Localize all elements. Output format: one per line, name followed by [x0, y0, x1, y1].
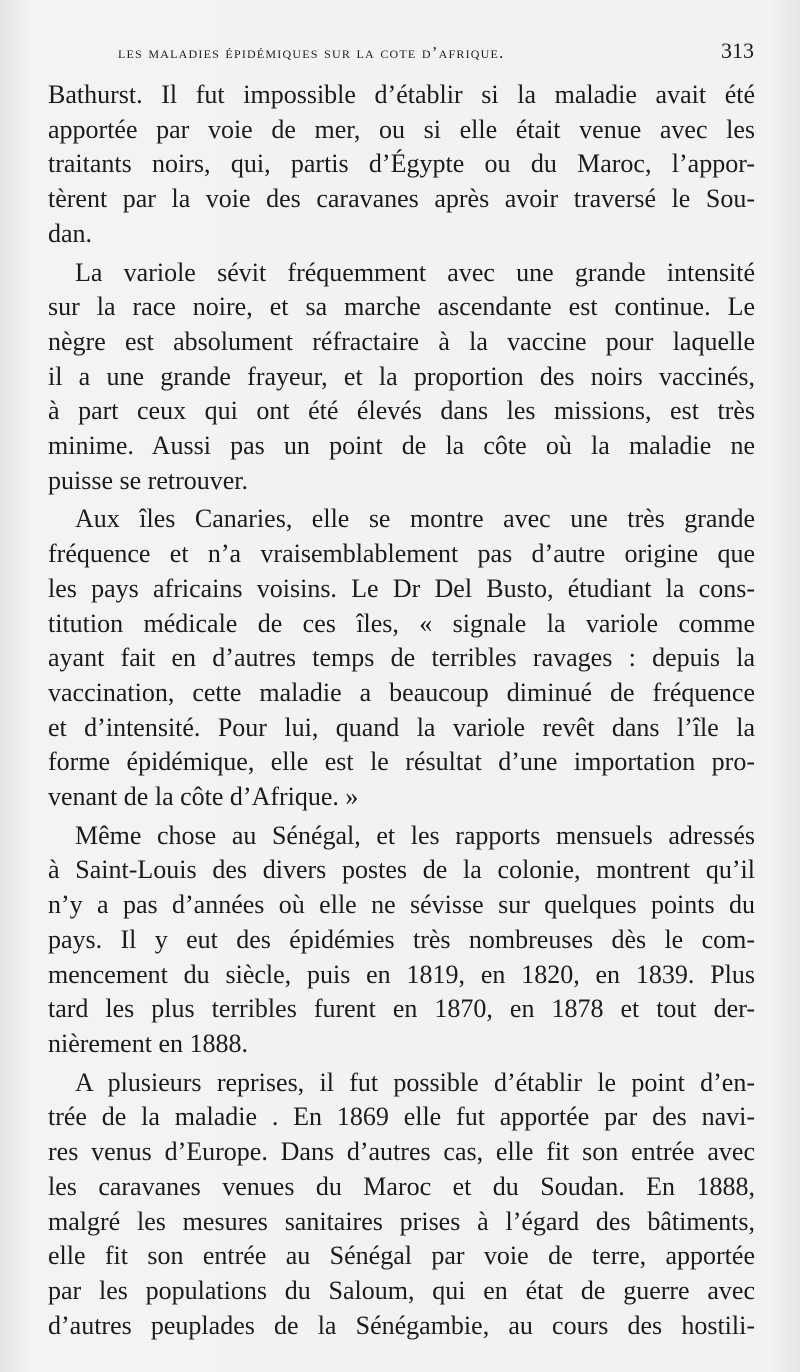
text-line: les pays africains voisins. Le Dr Del Busto, étudiant la cons- — [48, 573, 755, 603]
text-line: fréquence et n’a vraisemblablement pas d’autre origine que — [48, 539, 755, 569]
text-line: ayant fait en d’autres temps de terribles ravages : depuis la — [48, 643, 755, 673]
text-line: n’y a pas d’années où elle ne sévisse sur quelques points du — [48, 890, 755, 920]
text-line: il a une grande frayeur, et la proportion des noirs vaccinés, — [48, 361, 755, 391]
text-line: puisse se retrouver. — [48, 465, 249, 495]
paragraph — [48, 256, 755, 499]
text-line: trée de la maladie . En 1869 elle fut apportée par des navi- — [48, 1102, 755, 1132]
paragraph — [48, 78, 755, 252]
paragraph — [48, 502, 755, 814]
text-line: res venus d’Europe. Dans d’autres cas, elle fit son entrée avec — [48, 1137, 755, 1167]
text-line: à part ceux qui ont été élevés dans les missions, est très — [48, 396, 755, 426]
text-line: Même chose au Sénégal, et les rapports mensuels adressés — [75, 820, 755, 850]
text-line: à Saint-Louis des divers postes de la colonie, montrent qu’il — [48, 855, 755, 885]
text-line: par les populations du Saloum, qui en état de guerre avec — [48, 1275, 755, 1305]
text-line: malgré les mesures sanitaires prises à l’égard des bâtiments, — [48, 1206, 755, 1236]
text-line: Aux îles Canaries, elle se montre avec une très grande — [75, 504, 755, 534]
text-line: titution médicale de ces îles, « signale la variole comme — [48, 608, 755, 638]
text-line: dan. — [48, 218, 93, 248]
text-line: nègre est absolument réfractaire à la vaccine pour laquelle — [48, 326, 755, 356]
paragraph — [48, 1066, 755, 1344]
text-line: apportée par voie de mer, ou si elle était venue avec les — [48, 114, 755, 144]
text-line: Bathurst. Il fut impossible d’établir si la maladie avait été — [48, 80, 755, 109]
body-text — [48, 78, 755, 1347]
text-line: forme épidémique, elle est le résultat d’une importation pro- — [48, 747, 755, 777]
running-head: les maladies épidémiques sur la cote d’afrique. — [118, 43, 505, 62]
text-line: d’autres peuplades de la Sénégambie, au cours des hostili- — [48, 1310, 755, 1340]
page-number: 313 — [721, 38, 754, 63]
paragraph — [48, 819, 755, 1062]
text-line: venant de la côte d’Afrique. » — [48, 782, 359, 812]
text-line: nièrement en 1888. — [48, 1028, 248, 1058]
text-line: elle fit son entrée au Sénégal par voie de terre, apportée — [48, 1241, 755, 1271]
text-line: La variole sévit fréquemment avec une grande intensité — [75, 257, 755, 287]
text-line: vaccination, cette maladie a beaucoup diminué de fréquence — [48, 677, 755, 707]
text-line: pays. Il y eut des épidémies très nombreuses dès le com- — [48, 924, 755, 954]
text-line: mencement du siècle, puis en 1819, en 1820, en 1839. Plus — [48, 959, 755, 989]
text-line: les caravanes venues du Maroc et du Soudan. En 1888, — [48, 1171, 755, 1201]
page-header — [118, 38, 754, 64]
text-line: tèrent par la voie des caravanes après avoir traversé le Sou- — [48, 184, 755, 214]
text-line: et d’intensité. Pour lui, quand la variole revêt dans l’île la — [48, 712, 755, 742]
text-line: sur la race noire, et sa marche ascendante est continue. Le — [48, 292, 755, 322]
text-line: minime. Aussi pas un point de la côte où la maladie ne — [48, 431, 755, 461]
text-line: tard les plus terribles furent en 1870, en 1878 et tout der- — [48, 994, 755, 1024]
text-line: A plusieurs reprises, il fut possible d’établir le point d’en- — [75, 1067, 755, 1097]
text-line: traitants noirs, qui, partis d’Égypte ou du Maroc, l’appor- — [48, 149, 755, 179]
